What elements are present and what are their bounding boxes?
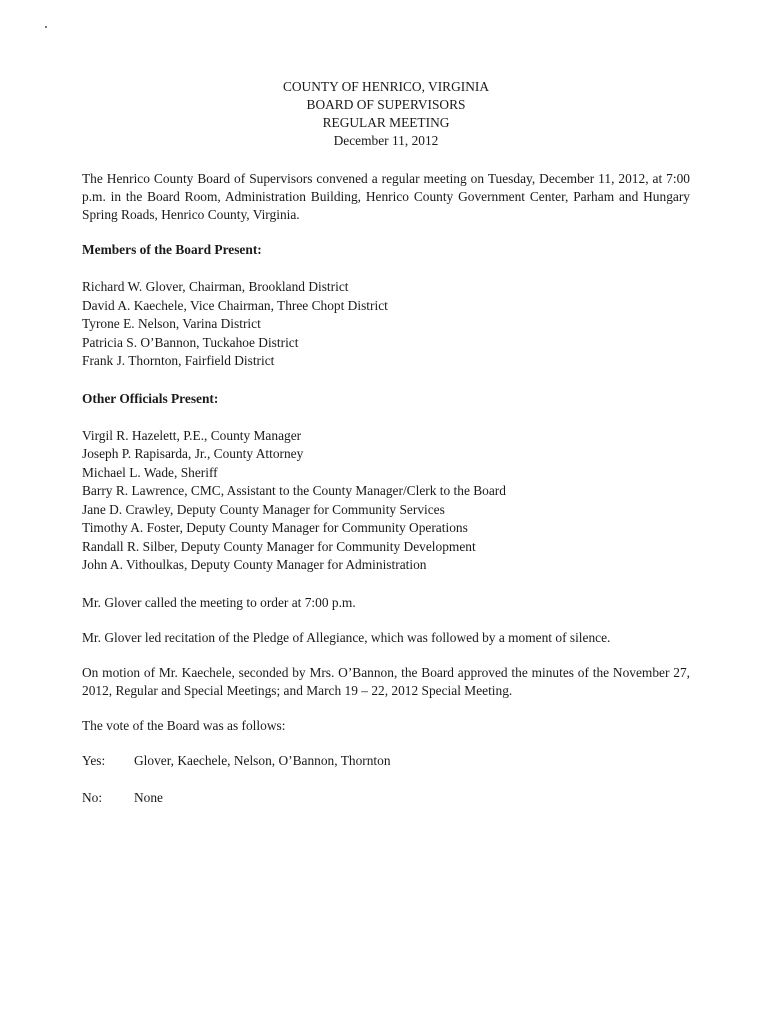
minutes-page xyxy=(82,78,690,826)
call-to-order-paragraph: Mr. Glover called the meeting to order at 7:00 p.m. xyxy=(82,594,356,610)
pledge-paragraph: Mr. Glover led recitation of the Pledge of Allegiance, which was followed by a moment of silence. xyxy=(82,629,611,645)
officials-list xyxy=(82,427,690,575)
vote-yes-row xyxy=(82,752,690,770)
list-item: Patricia S. O’Bannon, Tuckahoe District xyxy=(82,334,299,350)
list-item: Frank J. Thornton, Fairfield District xyxy=(82,353,275,368)
members-heading: Members of the Board Present: xyxy=(82,242,262,257)
list-item: John A. Vithoulkas, Deputy County Manager for Administration xyxy=(82,557,427,572)
list-item: Barry R. Lawrence, CMC, Assistant to the County Manager/Clerk to the Board xyxy=(82,483,506,498)
list-item: Richard W. Glover, Chairman, Brookland District xyxy=(82,279,349,294)
list-item: Michael L. Wade, Sheriff xyxy=(82,464,218,480)
header-meeting-type: REGULAR MEETING xyxy=(322,115,450,130)
vote-no-value: None xyxy=(134,789,164,805)
header-board: BOARD OF SUPERVISORS xyxy=(306,97,466,112)
vote-yes-label: Yes: xyxy=(82,752,106,768)
scan-speck xyxy=(45,26,47,28)
list-item: David A. Kaechele, Vice Chairman, Three Chopt District xyxy=(82,297,388,313)
intro-paragraph: The Henrico County Board of Supervisors convened a regular meeting on Tuesday, December 11, 2012, at 7:00 p.m. in the Board Room, Administration Building, Henrico County Government Center, Parham and Hungary Spring Roads, Henrico County, Virginia. xyxy=(82,171,690,222)
motion-paragraph: On motion of Mr. Kaechele, seconded by Mrs. O’Bannon, the Board approved the minutes of the November 27, 2012, Regular and Special Meetings; and March 19 – 22, 2012 Special Meeting. xyxy=(82,664,690,698)
list-item: Randall R. Silber, Deputy County Manager for Community Development xyxy=(82,538,476,554)
list-item: Virgil R. Hazelett, P.E., County Manager xyxy=(82,427,302,443)
vote-yes-value: Glover, Kaechele, Nelson, O’Bannon, Thornton xyxy=(134,752,391,768)
document-header xyxy=(82,78,690,150)
list-item: Tyrone E. Nelson, Varina District xyxy=(82,316,261,331)
vote-no-row xyxy=(82,789,690,807)
vote-no-label: No: xyxy=(82,789,103,805)
list-item: Timothy A. Foster, Deputy County Manager for Community Operations xyxy=(82,520,468,535)
header-date: December 11, 2012 xyxy=(333,133,439,148)
list-item: Joseph P. Rapisarda, Jr., County Attorney xyxy=(82,446,304,461)
vote-intro-paragraph: The vote of the Board was as follows: xyxy=(82,717,286,733)
members-list xyxy=(82,278,690,371)
header-county: COUNTY OF HENRICO, VIRGINIA xyxy=(282,79,490,94)
officials-heading: Other Officials Present: xyxy=(82,390,219,406)
list-item: Jane D. Crawley, Deputy County Manager for Community Services xyxy=(82,501,445,517)
